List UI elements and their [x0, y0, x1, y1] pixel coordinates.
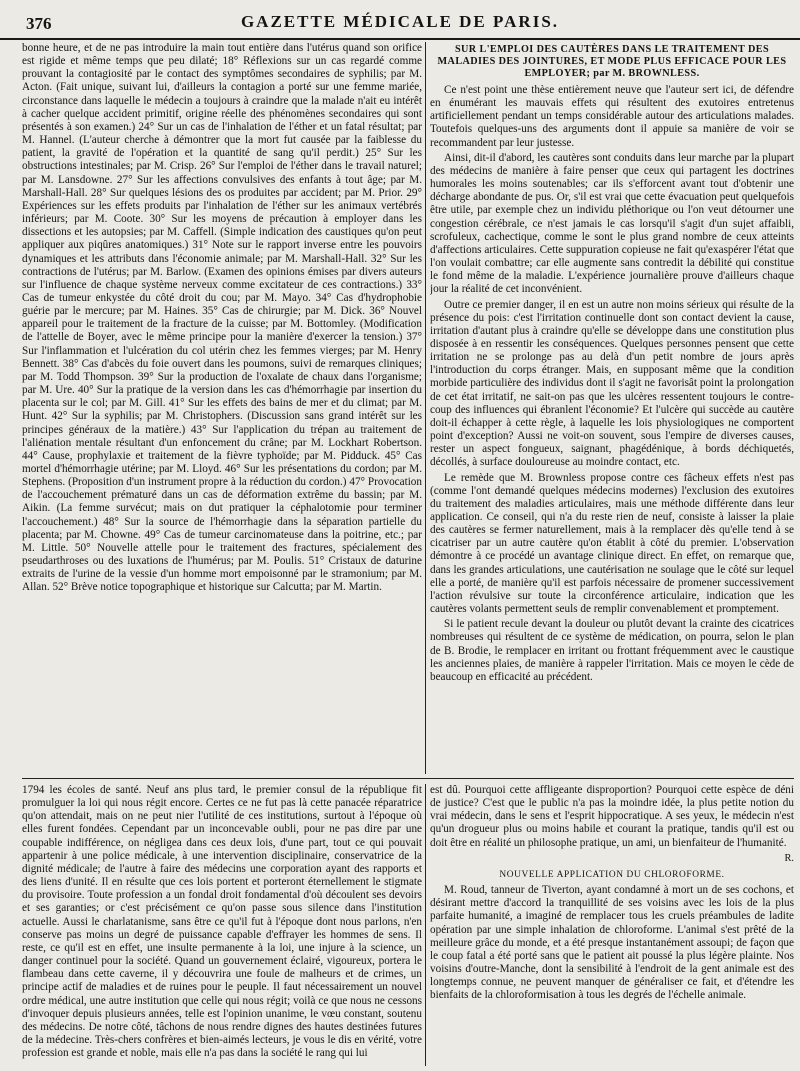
right-paragraph: Le remède que M. Brownless propose contre ces fâcheux effets n'est pas (comme l'ont demandé quelques médecins modernes) l'exclusion des exutoires du traitement des maladies articulaires, mais une méthode différente dans leur application. Ce conseil, qui n'a du reste rien de neuf, consiste à laisser la plaie des cautères se fermer naturellement, mais à la remplacer dès qu'elle tend à se cicatriser par un autre cautère qu'on établit à côté du premier. L'observation démontre à ce procédé un avantage clinique direct. En effet, on remarque que, dans les grandes articulations, une cautérisation ne soulage que le côté sur lequel elle a porté, de manière qu'il est parfois nécessaire de promener successivement l'action révulsive sur toute la circonférence articulaire, indication que les cautères volants permettent seuls de remplir convenablement et promptement. [430, 471, 794, 616]
news-heading: NOUVELLE APPLICATION DU CHLOROFORME. [499, 869, 725, 880]
author-signature: R. [784, 852, 794, 864]
bottom-left-feuilleton [22, 784, 422, 1068]
right-paragraph: Ce n'est point une thèse entièrement neuve que l'auteur sert ici, de défendre en énumérant les mauvais effets qui résultent des exutoires entretenus artificiellement pendant un temps considérable autour des articulations malades. Toutefois quelques-uns des arguments dont il appuie sa manière de voir se recommandent par leur justesse. [430, 84, 794, 149]
page-header [0, 0, 800, 40]
page-number: 376 [26, 14, 52, 33]
feuilleton-paragraph: est dû. Pourquoi cette affligeante disproportion? Pourquoi cette espèce de déni de justice? C'est que le public n'a pas la moindre idée, la plus petite notion du vrai médecin, dans le sens et l'esprit hippocratique. A ses yeux, le médecin n'est qu'un drogueur plus ou moins habile et courant la pratique, tandis qu'il est ou doit être en réalité un philosophe pratique, un ami, un bienfaiteur de l'humanité. [430, 784, 794, 849]
horizontal-divider [22, 778, 794, 779]
feuilleton-paragraph: 1794 les écoles de santé. Neuf ans plus tard, le premier consul de la république fit promulguer la loi qui nous régit encore. Certes ce ne fut pas là cette panacée réparatrice qu'on attendait, mais on ne peut nier l'utilité de ces institutions, surtout à l'époque où elles furent fondées. Cependant par un inconcevable oubli, pour ne pas dire par une coupable indifférence, on négligea dans ces deux lois, d'une part, tout ce qui pouvait appartenir à une police médicale, à une intervention disciplinaire, conservatrice de la dignité médicale; de l'autre à faire des médecins une corporation ayant des rapports et des liens d'unité. Il en résulte que ces lois portent et porteront éternellement le stigmate du provisoire. Toute profession a un fondal droit fondamental d'où découlent ses devoirs et ses garanties; or c'est précisément ce qu'on passe sous silence dans l'institution actuelle. Aussi le charlatanisme, sans être ce qu'il fut à l'époque dont nous parlons, n'en conserve pas moins un degré de puissance capable d'effrayer les hommes de sens. Il reste, ce qu'il est en effet, une insulte permanente à la loi, une injure à la science, un danger continuel pour la société. Quand un gouvernement éclairé, vigoureux, portera le flambeau dans cette caverne, il y découvrira une foule de malheurs et de crimes, un principe actif de maladies et de ruines pour le peuple. Il faut nécessairement un nouvel ordre médical, une autre institution que celle qui nous régit; voilà ce que nous ne cessons d'invoquer depuis plusieurs années, telle est l'opinion unanime, le vœu constant, soutenu des médecins. De notre côté, tâchons de nous rendre dignes des hautes destinées futures de la médecine. Très-chers confrères et bien-aimés lecteurs, je vous le dis en vérité, votre profession est grande et noble, mais elle n'a pas dans la société le rang qui lui [22, 784, 422, 1060]
journal-title: GAZETTE MÉDICALE DE PARIS. [240, 12, 560, 31]
section-heading: SUR L'EMPLOI DES CAUTÈRES DANS LE TRAITEMENT DES MALADIES DES JOINTURES, ET MODE PLUS EFFICACE POUR LES EMPLOYER; par M. BROWNLESS. [437, 44, 787, 79]
right-paragraph: Outre ce premier danger, il en est un autre non moins sérieux qui résulte de la présence du pois: c'est l'irritation continuelle dont son contact devient la cause, irritation d'autant plus à craindre qu'elle se développe dans une constitution plus disposée à en ressentir les conséquences. Quelques personnes pensent que cette irritation ne se prolonge pas au delà d'un petit nombre de jours après l'introduction du corps étranger. Mais, en supposant même que la condition morbide particulière des individus dont il s'agit ne favorisât point la prolongation de cet état irritatif, ne sait-on pas que les ulcères ressentent toujours le contre-coup des influences qui ébranlent l'économie? Et l'ulcère qui succède au cautère doit-il échapper à cette règle, à laquelle les lois physiologiques ne comportent point d'exception? Aussi ne voit-on souvent, sous l'empire de diverses causes, rester un aspect fongueux, saignant, phagédénique, à bords déchiquetés, décollés, à surface douloureuse au moindre contact, etc. [430, 298, 794, 469]
bottom-column-divider [425, 784, 426, 1066]
right-paragraph: Ainsi, dit-il d'abord, les cautères sont conduits dans leur marche par la plupart des médecins de manière à faire penser que ceux qui partagent les doctrines humorales les moins soutenables; car ils s'efforcent avant tout d'obtenir une décharge abondante de pus. Or, s'il est vrai que cette évacuation peut quelquefois être utile, par exemple chez un individu pléthorique ou l'on veut détourner une congestion cérébrale, ce n'est jamais le cas lorsqu'il s'agit d'un sujet affaibli, scrofuleux, cachectique, comme le sont le plus grand nombre de ceux atteints d'affections articulaires. Cette suppuration copieuse ne fait qu'exaspérer l'état que l'on voulait combattre; car elle augmente sans contredit la débilité qui constitue le fond même de la maladie. L'expérience journalière prouve d'ailleurs chaque jour la réalité de cet inconvénient. [430, 151, 794, 296]
news-paragraph: M. Roud, tanneur de Tiverton, ayant condamné à mort un de ses cochons, et désirant mettre d'accord la tranquillité de ses voisins avec les lois de la plus parfaite humanité, a imaginé de remplacer tous les cruels préambules de ladite opération par une simple inhalation de chloroforme. L'animal s'est prêté de la meilleure grâce du monde, et a été presque instantanément assoupi; de façon que le coup fatal a été porté sans que le patient ait poussé la plus légère plainte. Nos voisins d'outre-Manche, dont la sensibilité à l'endroit de la gent animale est des longtemps connue, ne peuvent manquer de généraliser ce fait, et d'étendre les bienfaits de la chloroformisation à tous les degrés de l'échelle animale. [430, 884, 794, 1002]
right-paragraph: Si le patient recule devant la douleur ou plutôt devant la crainte des cicatrices nombreuses qui résultent de ce système de médication, on pourra, selon le plan de B. Brodie, le remplacer en irritant ou frottant fréquemment avec le caustique les anciennes plaies, de manière à rappeler l'irritation. Mais ce moyen le cède de beaucoup en efficacité au précédent. [430, 618, 794, 683]
column-divider [425, 42, 426, 774]
left-paragraph: bonne heure, et de ne pas introduire la main tout entière dans l'utérus quand son orifice est rigide et même temps que peu dilaté; 18° Réflexions sur un cas regardé comme prouvant la contagiosité par le contact des symptômes secondaires de syphilis; par M. Acton. (Fait unique, suivant lui, d'ailleurs la contagion a porté sur une femme mariée, circonstance dans laquelle le médecin a toujours à craindre que la malade n'ait eu intérêt à cacher quelque accident primitif, origine réelle des phénomènes secondaires qui sont présentés à son examen.) 24° Sur un cas de l'inhalation de l'éther et un fatal résultat; par M. Hannel. (L'auteur cherche à démontrer que la mort fut causée par la faiblesse du patient, la gravité de l'opération et la quantité de sang qu'il perdit.) 25° Sur les obstructions intestinales; par M. Crisp. 26° Sur l'emploi de l'éther dans le travail naturel; par M. Lansdowne. 27° Sur les affections convulsives des enfants à tout âge; par M. Marshall-Hall. 28° Sur quelques lésions des os produites par accident; par M. Prior. 29° Expériences sur les effets produits par l'inhalation de l'éther sur les animaux vertébrés inférieurs; par M. Coote. 30° Sur les moyens de précaution à employer dans les dissections et les autopsies; par M. Caffell. (Simple indication des caustiques qu'on peut appliquer aux piqûres anatomiques.) 31° Note sur le rapport inverse entre les pouvoirs dynamiques et les attributs dans l'économie animale; par M. Marshall-Hall. 32° Sur les contractions de l'utérus; par M. Barlow. (Examen des opinions émises par divers auteurs sur l'influence de chaque système nerveux comme excitateur de ces contractions.) 33° Cas de tumeur enkystée du côté droit du cou; par M. Mayo. 34° Cas d'hydrophobie guérie par le mercure; par M. Haines. 35° Cas de chirurgie; par M. Dick. 36° Nouvel appareil pour le traitement de la fracture de la cuisse; par M. Bottomley. (Modification de l'attelle de Boyer, avec le même principe pour la manière d'exercer la tension.) 37° Sur l'inflammation et l'ulcération du col utérin chez les femmes vierges; par M. Henry Bennett. 38° Cas d'abcès du foie ouvert dans les poumons, suivi de remarques cliniques; par M. Todd Thompson. 39° Sur la production de l'oxalate de chaux dans l'organisme; par M. Ure. 40° Sur la pratique de la version dans les cas d'hémorrhagie par insertion du placenta sur le col; par M. Gill. 41° Sur les effets des bains de mer et du climat; par M. Hunt. 42° Sur la syphilis; par M. Christophers. (Discussion sans grand intérêt sur les principes généraux de la matière.) 43° Sur l'application du trépan au traitement de l'aliénation mentale résultant d'un enfoncement du crâne; par M. Lockhart Robertson. 44° Cause, prophylaxie et traitement de la fièvre typhoïde; par M. Pidduck. 45° Cas mortel d'hémorrhagie utérine; par M. Lloyd. 46° Sur les présentations du cordon; par M. Stephens. (Proposition d'un instrument propre à la réduction du cordon.) 47° Provocation de l'accouchement prématuré dans un cas de déformation extrême du bassin; par M. Aikin. (La femme survécut; mais on dut pratiquer la céphalotomie pour terminer l'accouchement.) 48° Sur la source de l'hémorrhagie dans la séparation partielle du placenta; par M. Chowne. 49° Cas de tumeur carcinomateuse dans la poitrine, etc.; par M. Little. 50° Nouvelle attelle pour le traitement des fractures, spécialement des pseudarthroses ou des luxations de l'humérus; par M. Poulis. 51° Cristaux de daturine extraits de l'urine de la vessie d'un homme mort empoisonné par le stramonium; par M. Allan. 52° Brève notice topographique et historique sur Calcutta; par M. Martin. [22, 42, 422, 594]
bottom-right-feuilleton [430, 784, 794, 1068]
right-column-article [430, 42, 794, 772]
left-column-article [22, 42, 422, 772]
